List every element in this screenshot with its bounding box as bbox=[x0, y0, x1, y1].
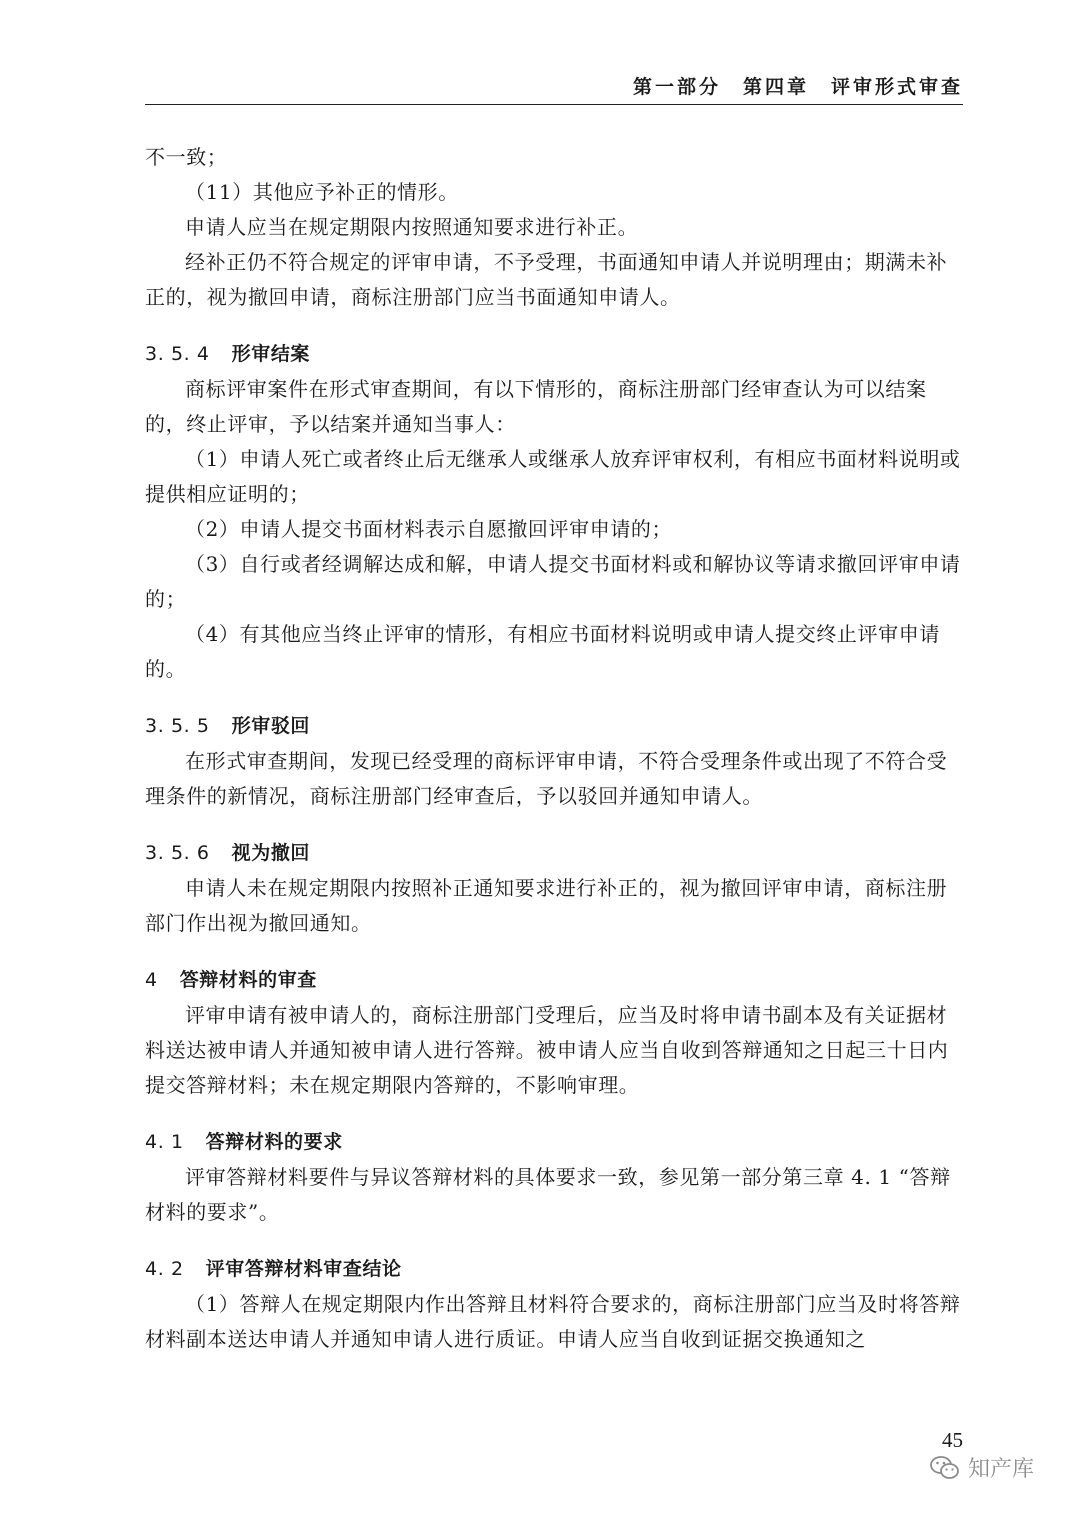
running-header: 第一部分 第四章 评审形式审查 bbox=[632, 76, 963, 98]
section-title: 答辩材料的审查 bbox=[179, 969, 317, 991]
section-heading bbox=[145, 709, 963, 744]
section-title: 视为撤回 bbox=[231, 842, 311, 864]
paragraph: （1）申请人死亡或者终止后无继承人或继承人放弃评审权利，有相应书面材料说明或提供相应证明的； bbox=[145, 447, 961, 506]
section-heading bbox=[145, 1125, 963, 1160]
paragraph: 申请人未在规定期限内按照补正通知要求进行补正的，视为撤回评审申请，商标注册部门作出视为撤回通知。 bbox=[145, 876, 948, 935]
paragraph: （3）自行或者经调解达成和解，申请人提交书面材料或和解协议等请求撤回评审申请的； bbox=[145, 552, 961, 611]
section-number: 3. 5. 5 bbox=[145, 715, 210, 737]
section-number: 4 bbox=[145, 969, 158, 991]
section-number: 3. 5. 4 bbox=[145, 343, 210, 365]
wechat-icon bbox=[930, 1455, 960, 1481]
watermark bbox=[930, 1452, 1034, 1483]
paragraph: 评审答辩材料要件与异议答辩材料的具体要求一致，参见第一部分第三章 4. 1 “答辩材料的要求”。 bbox=[145, 1165, 951, 1224]
paragraph: 不一致； bbox=[145, 145, 228, 169]
page-number: 45 bbox=[942, 1428, 963, 1452]
paragraph: （2）申请人提交书面材料表示自愿撤回评审申请的； bbox=[185, 517, 673, 541]
section-title: 评审答辩材料审查结论 bbox=[205, 1258, 402, 1280]
section-number: 4. 1 bbox=[145, 1131, 184, 1153]
section-heading bbox=[145, 963, 963, 998]
section-heading bbox=[145, 337, 963, 372]
section-number: 4. 2 bbox=[145, 1258, 184, 1280]
section-number: 3. 5. 6 bbox=[145, 842, 210, 864]
paragraph: 评审申请有被申请人的，商标注册部门受理后，应当及时将申请书副本及有关证据材料送达被申请人并通知被申请人进行答辩。被申请人应当自收到答辩通知之日起三十日内提交答辩材料；未在规定期限内答辩的，不影响审理。 bbox=[145, 1003, 949, 1097]
page-body bbox=[145, 140, 963, 1357]
watermark-text: 知产库 bbox=[968, 1457, 1035, 1482]
section-heading bbox=[145, 836, 963, 871]
paragraph: 申请人应当在规定期限内按照通知要求进行补正。 bbox=[185, 215, 639, 239]
section-title: 答辩材料的要求 bbox=[205, 1131, 343, 1153]
paragraph: （11）其他应予补正的情形。 bbox=[185, 180, 459, 204]
section-title: 形审驳回 bbox=[231, 715, 311, 737]
paragraph: （1）答辩人在规定期限内作出答辩且材料符合要求的，商标注册部门应当及时将答辩材料副本送达申请人并通知申请人进行质证。申请人应当自收到证据交换通知之 bbox=[145, 1292, 961, 1351]
paragraph: （4）有其他应当终止评审的情形，有相应书面材料说明或申请人提交终止评审申请的。 bbox=[145, 622, 940, 681]
paragraph: 经补正仍不符合规定的评审申请，不予受理，书面通知申请人并说明理由；期满未补正的，视为撤回申请，商标注册部门应当书面通知申请人。 bbox=[145, 250, 948, 309]
paragraph: 商标评审案件在形式审查期间，有以下情形的，商标注册部门经审查认为可以结案的，终止评审，予以结案并通知当事人： bbox=[145, 377, 927, 436]
section-title: 形审结案 bbox=[231, 343, 311, 365]
header-rule bbox=[145, 104, 963, 105]
section-heading bbox=[145, 1252, 963, 1287]
paragraph: 在形式审查期间，发现已经受理的商标评审申请，不符合受理条件或出现了不符合受理条件的新情况，商标注册部门经审查后，予以驳回并通知申请人。 bbox=[145, 749, 948, 808]
